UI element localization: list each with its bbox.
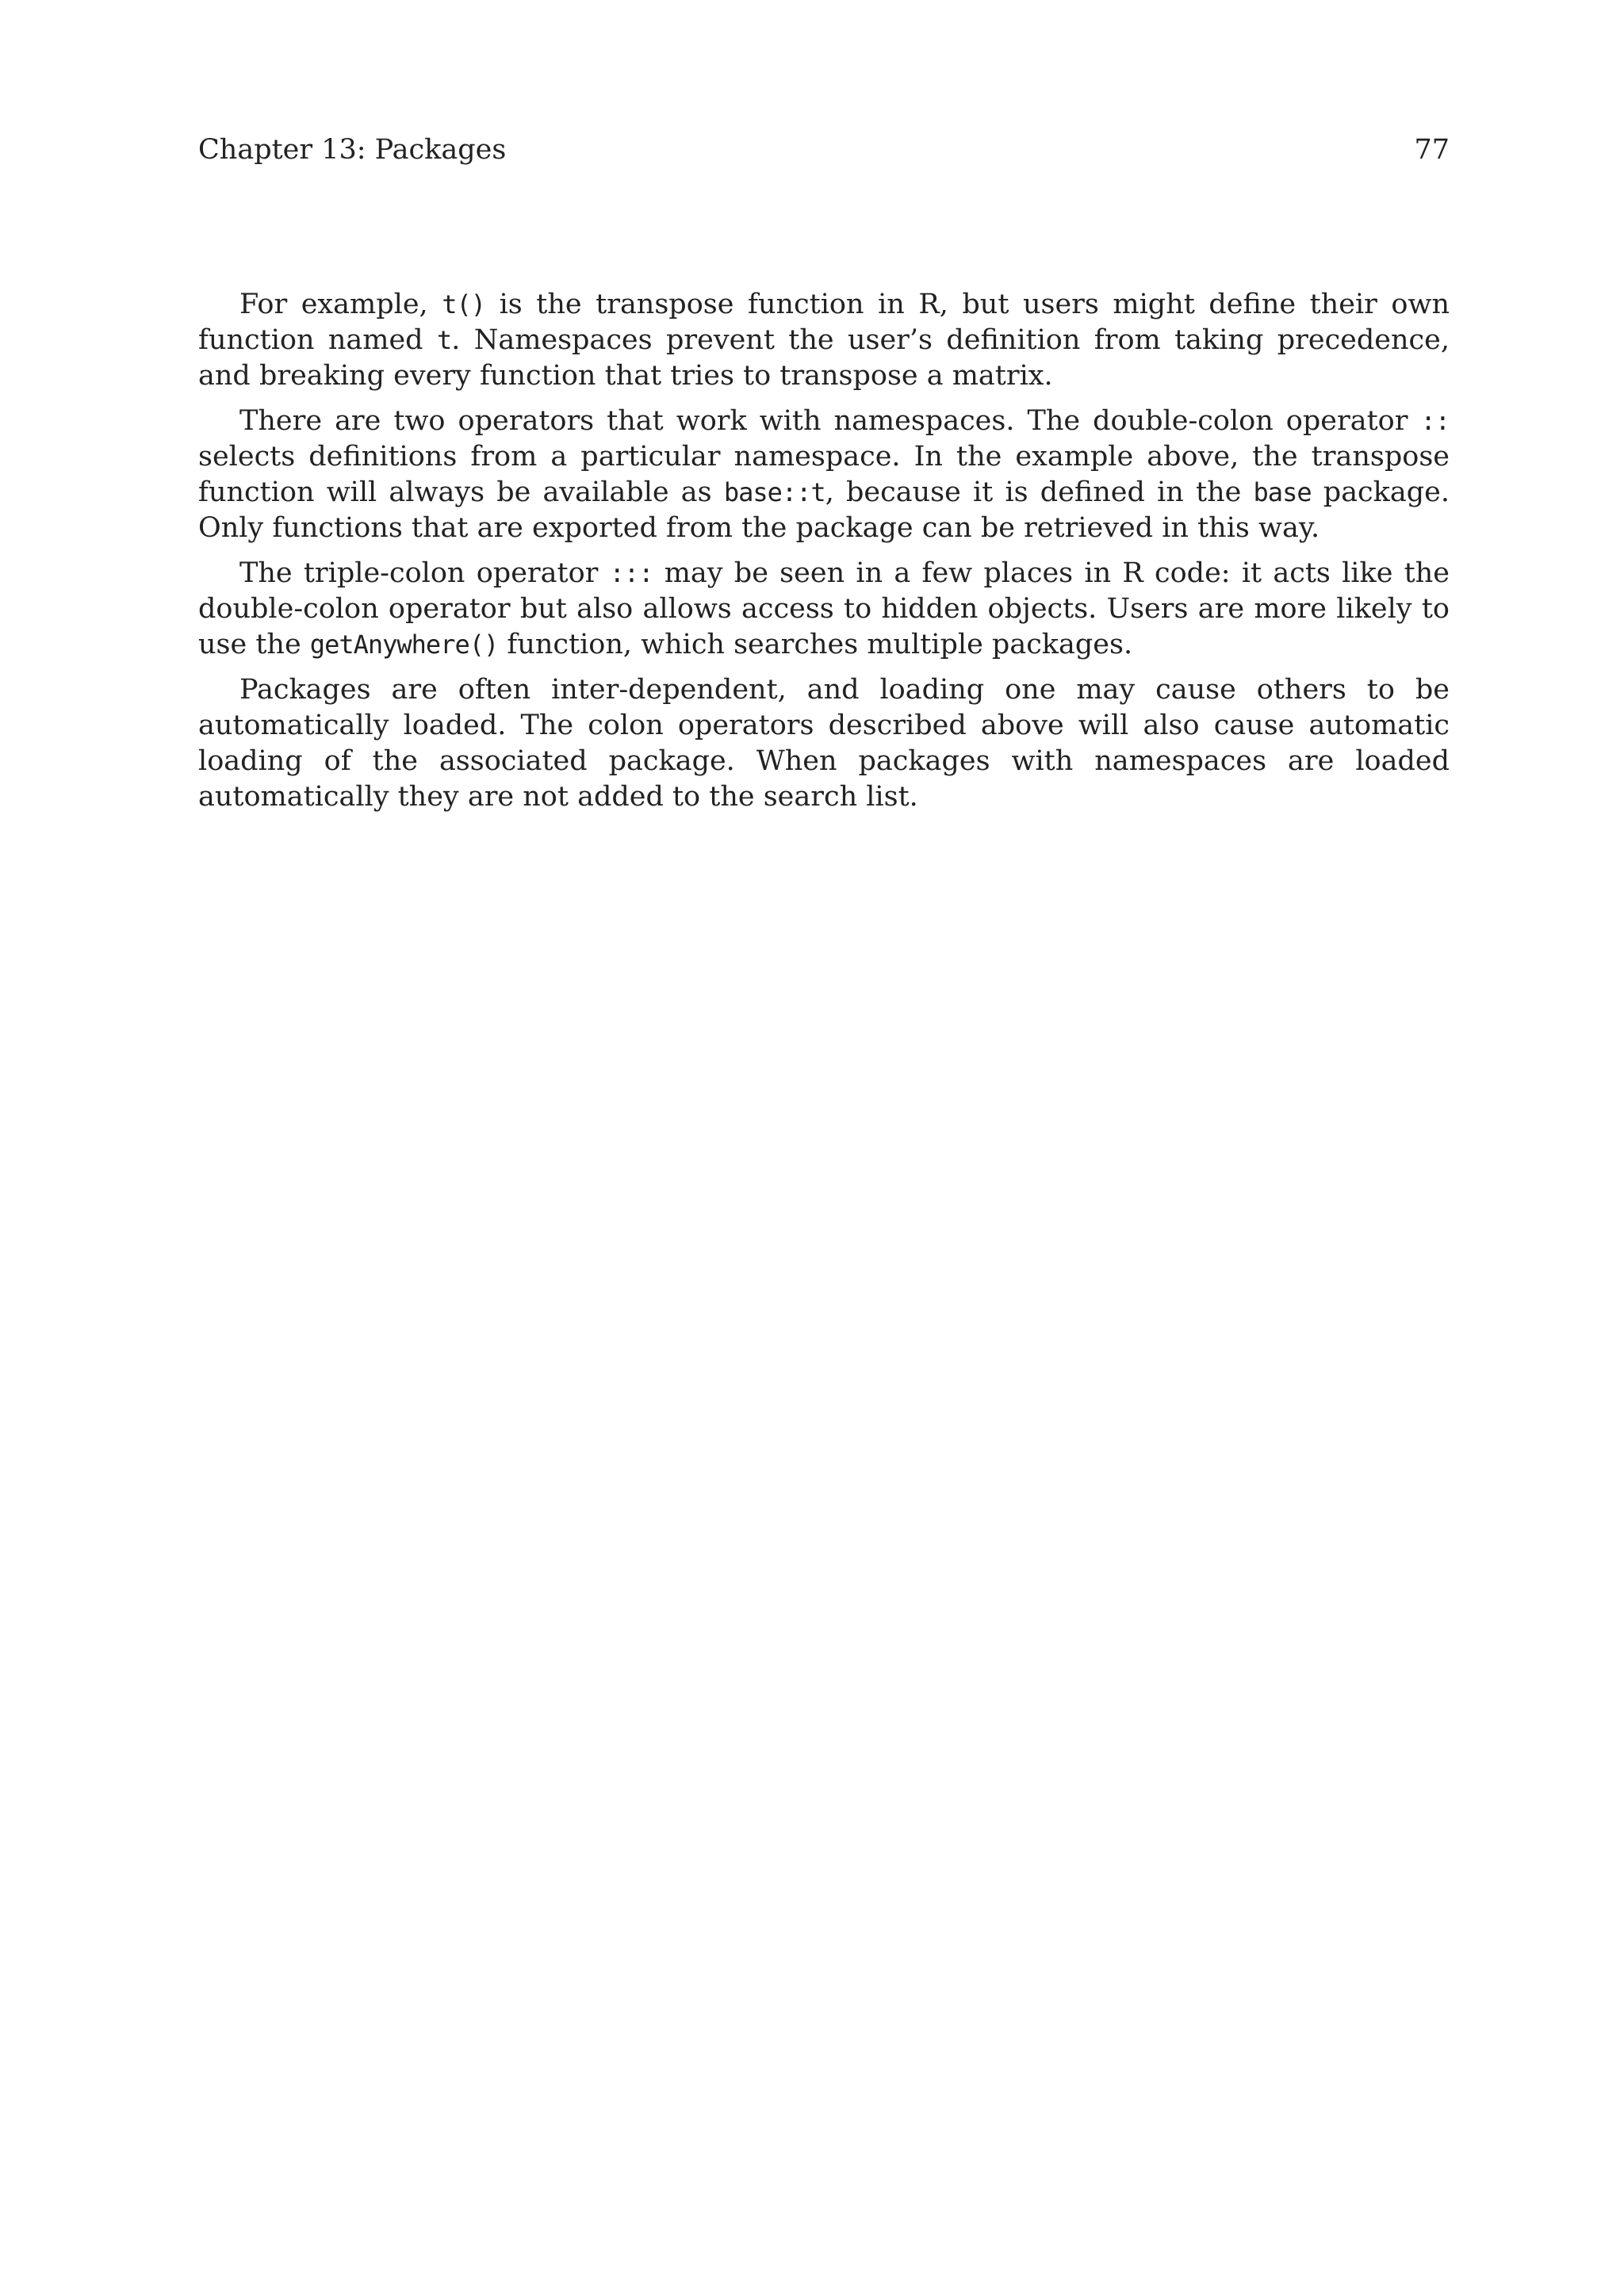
chapter-title: Chapter 13: Packages: [198, 134, 507, 166]
paragraph-text: For example,: [239, 289, 442, 320]
page-header: [198, 130, 1450, 170]
paragraph-text: The triple-colon operator: [239, 557, 610, 589]
inline-code: t(): [442, 289, 486, 320]
paragraph-text: function, which searches multiple packages.: [498, 629, 1133, 660]
paragraph-triple-colon: [198, 556, 1450, 663]
body-text: [198, 287, 1450, 825]
paragraph-text: is the transpose function in R, but users might define their own function named: [198, 289, 1450, 356]
paragraph-double-colon: [198, 404, 1450, 546]
paragraph-text: , because it is defined in the: [825, 476, 1254, 508]
paragraph-text: may be seen in a few places in R code: it acts like the double-colon operator but also allows access to hidden objects. Users are more likely to use the: [198, 557, 1450, 660]
paragraph-text: Packages are often inter-dependent, and loading one may cause others to be automatically loaded. The colon operators described above will also cause automatic loading of the associated package. When packages with namespaces are loaded automatically they are not added to the search list.: [198, 674, 1450, 813]
inline-code: :::: [609, 558, 653, 588]
inline-code: getAnywhere(): [309, 629, 499, 660]
paragraph-interdependent-packages: [198, 672, 1450, 815]
inline-code: base::t: [723, 477, 825, 507]
paragraph-text: package. Only functions that are exported from the package can be retrieved in this way.: [198, 476, 1450, 544]
paragraph-text: selects definitions from a particular namespace. In the example above, the transpose function will always be available as: [198, 441, 1450, 508]
inline-code: base: [1253, 477, 1312, 507]
page-number: 77: [1414, 134, 1450, 166]
inline-code: t: [436, 325, 452, 355]
inline-code: ::: [1420, 406, 1450, 436]
paragraph-text: . Namespaces prevent the user’s definition from taking precedence, and breaking every function that tries to transpose a matrix.: [198, 324, 1450, 392]
paragraph-text: There are two operators that work with namespaces. The double-colon operator: [239, 405, 1421, 437]
paragraph-transpose-example: [198, 287, 1450, 394]
